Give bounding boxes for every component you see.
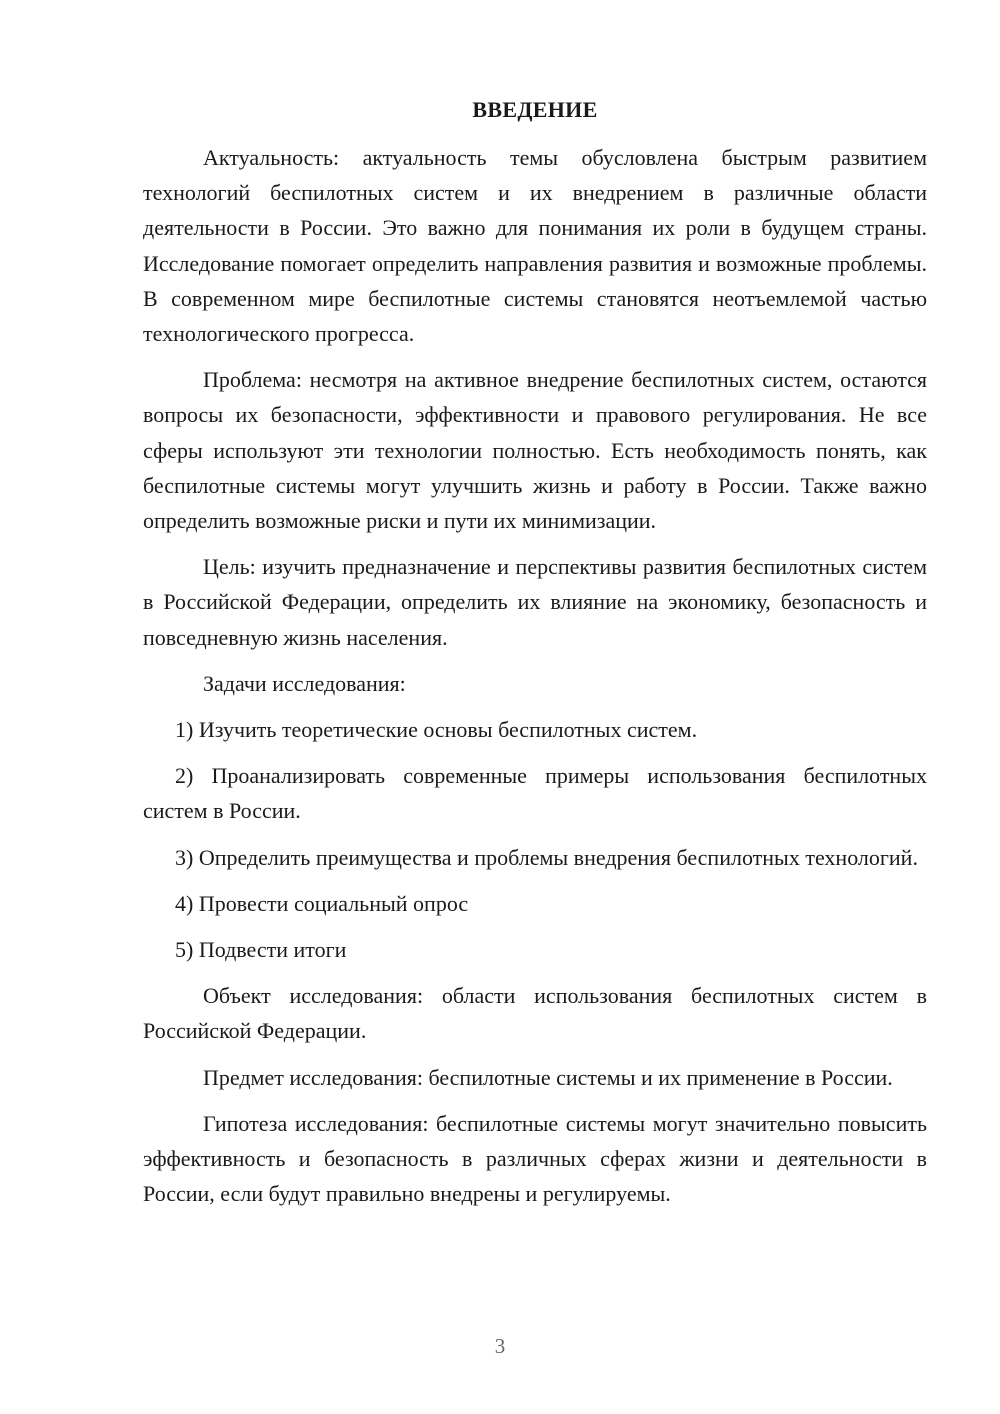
document-page	[143, 94, 927, 1222]
task-item-3: 3) Определить преимущества и проблемы внедрения беспилотных технологий.	[175, 844, 918, 870]
task-item-5: 5) Подвести итоги	[175, 937, 347, 963]
task-item-4: 4) Провести социальный опрос	[175, 890, 469, 916]
paragraph-goal: Цель: изучить предназначение и перспективы развития беспилотных систем в Российской Федерации, определить их влияние на экономику, безопасность и повседневную жизнь населения.	[143, 554, 927, 650]
paragraph-problem: Проблема: несмотря на активное внедрение беспилотных систем, остаются вопросы их безопасности, эффективности и правового регулирования. Не все сферы используют эти технологии полностью. Есть необходимость понять, как беспилотные системы могут улучшить жизнь и работу в России. Также важно определить возможные риски и пути их минимизации.	[143, 367, 927, 534]
task-item-1: 1) Изучить теоретические основы беспилотных систем.	[175, 717, 698, 743]
paragraph-relevance: Актуальность: актуальность темы обусловлена быстрым развитием технологий беспилотных систем и их внедрением в различные области деятельности в России. Это важно для понимания их роли в будущем страны. Исследование помогает определить направления развития и возможные проблемы. В современном мире беспилотные системы становятся неотъемлемой частью технологического прогресса.	[143, 145, 927, 347]
page-number: 3	[494, 1334, 506, 1358]
paragraph-tasks-heading: Задачи исследования:	[203, 670, 406, 696]
paragraph-hypothesis: Гипотеза исследования: беспилотные системы могут значительно повысить эффективность и безопасность в различных сферах жизни и деятельности в России, если будут правильно внедрены и регулируемы.	[143, 1110, 927, 1207]
paragraph-subject: Предмет исследования: беспилотные системы и их применение в России.	[203, 1064, 893, 1090]
paragraph-object: Объект исследования: области использования беспилотных систем в Российской Федерации.	[143, 983, 927, 1044]
task-item-2: 2) Проанализировать современные примеры использования беспилотных систем в России.	[143, 763, 927, 824]
section-title: ВВЕДЕНИЕ	[472, 97, 598, 122]
